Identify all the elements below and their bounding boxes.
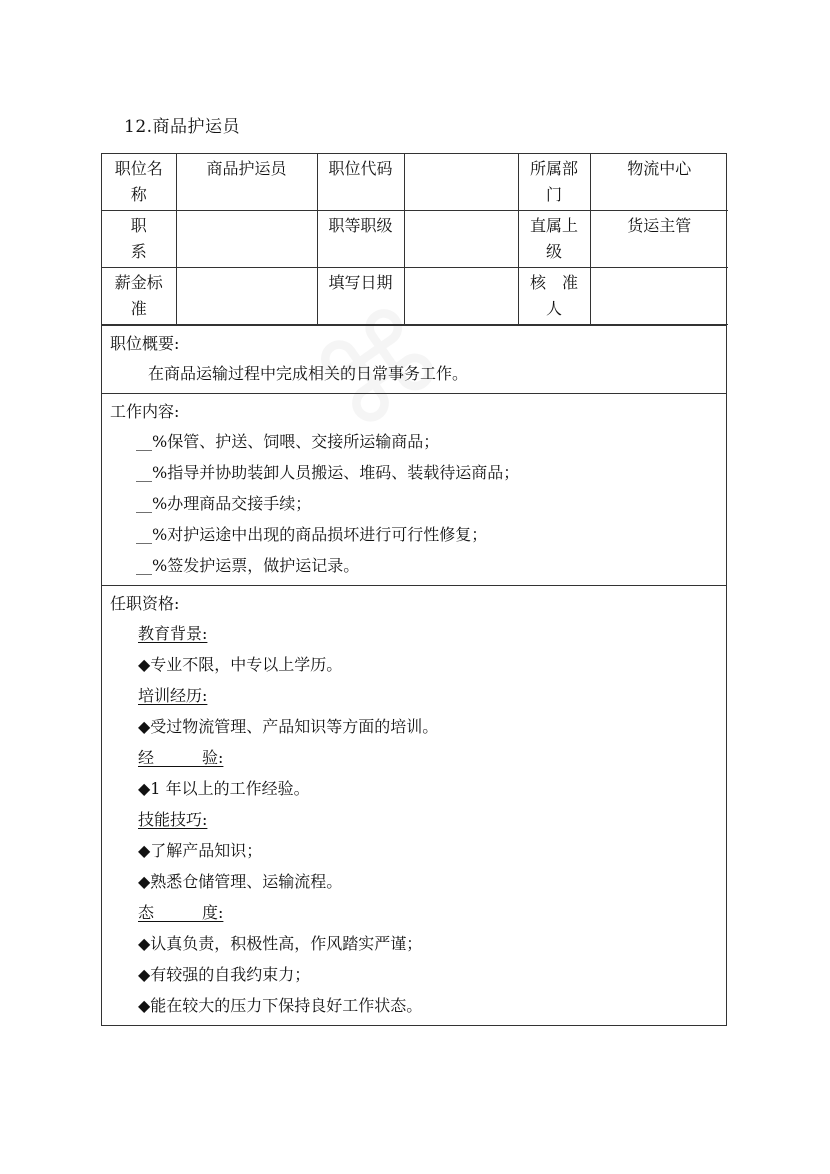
list-item: __%办理商品交接手续； [136, 494, 312, 513]
list-item: __%指导并协助装卸人员搬运、堆码、装载待运商品； [136, 463, 520, 482]
label-salary: 薪金标准 [102, 268, 176, 325]
label-grade: 职等职级 [317, 211, 404, 268]
qualifications-title: 任职资格: [110, 594, 180, 613]
experience-heading: 经 验: [138, 748, 224, 767]
duties-title: 工作内容: [110, 402, 180, 421]
value-fill-date [404, 268, 518, 325]
list-item: ◆1 年以上的工作经验。 [138, 779, 310, 798]
label-position-code: 职位代码 [317, 154, 404, 211]
list-item: ◆专业不限，中专以上学历。 [138, 655, 343, 674]
summary-text: 在商品运输过程中完成相关的日常事务工作。 [148, 364, 469, 383]
list-item: ◆了解产品知识； [138, 841, 263, 860]
list-item: ◆有较强的自我约束力； [138, 965, 311, 984]
value-supervisor: 货运主管 [590, 211, 728, 268]
skills-heading: 技能技巧: [138, 810, 208, 829]
label-department: 所属部门 [518, 154, 590, 211]
value-grade [404, 211, 518, 268]
label-fill-date: 填写日期 [317, 268, 404, 325]
value-salary [176, 268, 317, 325]
list-item: ◆受过物流管理、产品知识等方面的培训。 [138, 717, 439, 736]
list-item: ◆认真负责，积极性高，作风踏实严谨； [138, 934, 423, 953]
table-row [102, 154, 728, 211]
training-heading: 培训经历: [138, 686, 208, 705]
page-title: 12.商品护运员 [124, 117, 241, 137]
list-item: __%签发护运票，做护运记录。 [136, 556, 360, 575]
education-heading: 教育背景: [138, 624, 208, 643]
summary-title: 职位概要: [110, 334, 180, 353]
duties-section [102, 393, 726, 585]
table-row [102, 211, 728, 268]
table-row [102, 268, 728, 325]
label-job-family: 职 系 [102, 211, 176, 268]
list-item: ◆能在较大的压力下保持良好工作状态。 [138, 996, 423, 1015]
label-position-name: 职位名称 [102, 154, 176, 211]
value-job-family [176, 211, 317, 268]
value-department: 物流中心 [590, 154, 728, 211]
value-position-code [404, 154, 518, 211]
value-position-name: 商品护运员 [176, 154, 317, 211]
position-info-table [102, 154, 728, 325]
label-approver: 核 准 人 [518, 268, 590, 325]
summary-section [102, 325, 726, 393]
list-item: __%对护运途中出现的商品损坏进行可行性修复； [136, 525, 488, 544]
job-description-form [101, 153, 727, 1026]
list-item: __%保管、护送、饲喂、交接所运输商品； [136, 432, 440, 451]
attitude-heading: 态 度: [138, 903, 224, 922]
value-approver [590, 268, 728, 325]
qualifications-section [102, 585, 726, 1025]
list-item: ◆熟悉仓储管理、运输流程。 [138, 872, 343, 891]
label-supervisor: 直属上级 [518, 211, 590, 268]
